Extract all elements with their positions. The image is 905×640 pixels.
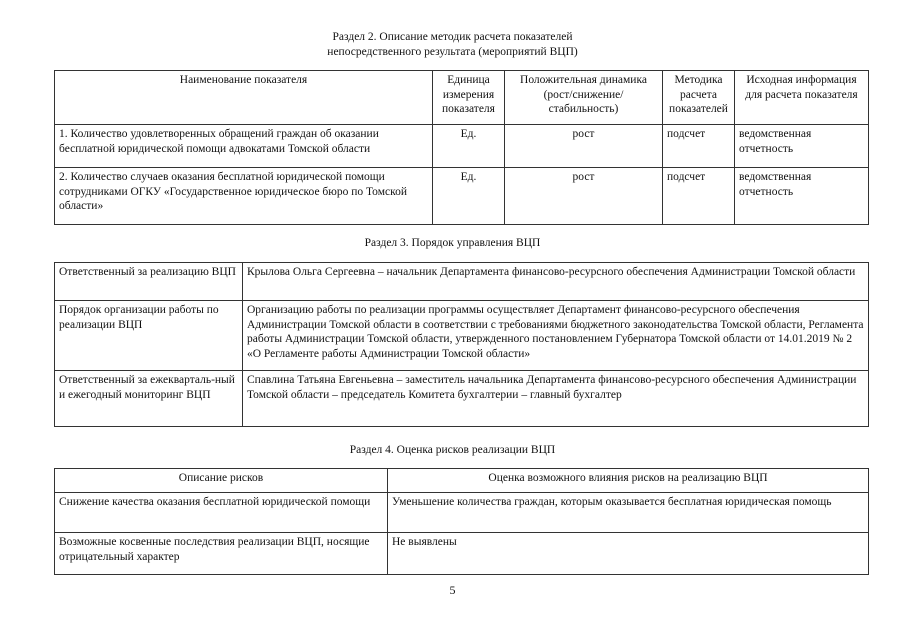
indicator-method: подсчет: [663, 168, 735, 225]
page-number: 5: [449, 583, 456, 597]
table-header-row: [55, 71, 869, 125]
table-row: [55, 301, 869, 371]
section2-title-line2: непосредственного результата (мероприятий ВЦП): [327, 45, 578, 58]
risk-description: Снижение качества оказания бесплатной юридической помощи: [55, 493, 388, 533]
table-row: [55, 168, 869, 225]
table-header-row: [55, 469, 869, 493]
management-table: [54, 262, 869, 427]
indicators-table: [54, 70, 869, 225]
indicator-unit: Ед.: [433, 168, 505, 225]
row-value: Спавлина Татьяна Евгеньевна – заместитель начальника Департамента финансово-ресурсного обеспечения Администрации Томской области – председатель Комитета бухгалтерии – главный бухгалтер: [243, 371, 869, 427]
table-row: [55, 263, 869, 301]
indicator-method: подсчет: [663, 125, 735, 168]
header-source: Исходная информация для расчета показателя: [735, 71, 869, 125]
risks-table: [54, 468, 869, 575]
table-row: [55, 493, 869, 533]
header-unit: Единица измерения показателя: [433, 71, 505, 125]
row-value: Крылова Ольга Сергеевна – начальник Департамента финансово-ресурсного обеспечения Администрации Томской области: [243, 263, 869, 301]
section2-title-line1: Раздел 2. Описание методик расчета показателей: [332, 31, 573, 43]
section4-title: Раздел 4. Оценка рисков реализации ВЦП: [349, 444, 556, 456]
table-row: [55, 125, 869, 168]
header-risk-impact: Оценка возможного влияния рисков на реализацию ВЦП: [388, 469, 869, 493]
section3-title: Раздел 3. Порядок управления ВЦП: [364, 237, 541, 249]
row-label: Порядок организации работы по реализации ВЦП: [55, 301, 243, 371]
header-risk-description: Описание рисков: [55, 469, 388, 493]
risk-impact: Уменьшение количества граждан, которым оказывается бесплатная юридическая помощь: [388, 493, 869, 533]
indicator-unit: Ед.: [433, 125, 505, 168]
header-dynamics: Положительная динамика (рост/снижение/ стабильность): [505, 71, 663, 125]
row-value: Организацию работы по реализации программы осуществляет Департамент финансово-ресурсного обеспечения Администрации Томской области в соответствии с требованиями бюджетного законодательства Томской области, Регламента работы Администрации Томской области, утвержденного постановлением Губернатора Томской области от 14.01.2019 № 2 «О Регламенте работы Администрации Томской области»: [243, 301, 869, 371]
indicator-dynamics: рост: [505, 125, 663, 168]
indicator-name: 1. Количество удовлетворенных обращений граждан об оказании бесплатной юридической помощи адвокатами Томской области: [55, 125, 433, 168]
header-method: Методика расчета показателей: [663, 71, 735, 125]
indicator-source: ведомственная отчетность: [735, 168, 869, 225]
section2-title: [0, 30, 905, 59]
risk-impact: Не выявлены: [388, 533, 869, 575]
row-label: Ответственный за реализацию ВЦП: [55, 263, 243, 301]
indicator-source: ведомственная отчетность: [735, 125, 869, 168]
table-row: [55, 371, 869, 427]
indicator-name: 2. Количество случаев оказания бесплатной юридической помощи сотрудниками ОГКУ «Государственное юридическое бюро по Томской области»: [55, 168, 433, 225]
row-label: Ответственный за ежекварталь-ный и ежегодный мониторинг ВЦП: [55, 371, 243, 427]
indicator-dynamics: рост: [505, 168, 663, 225]
header-indicator-name: Наименование показателя: [55, 71, 433, 125]
table-row: [55, 533, 869, 575]
risk-description: Возможные косвенные последствия реализации ВЦП, носящие отрицательный характер: [55, 533, 388, 575]
